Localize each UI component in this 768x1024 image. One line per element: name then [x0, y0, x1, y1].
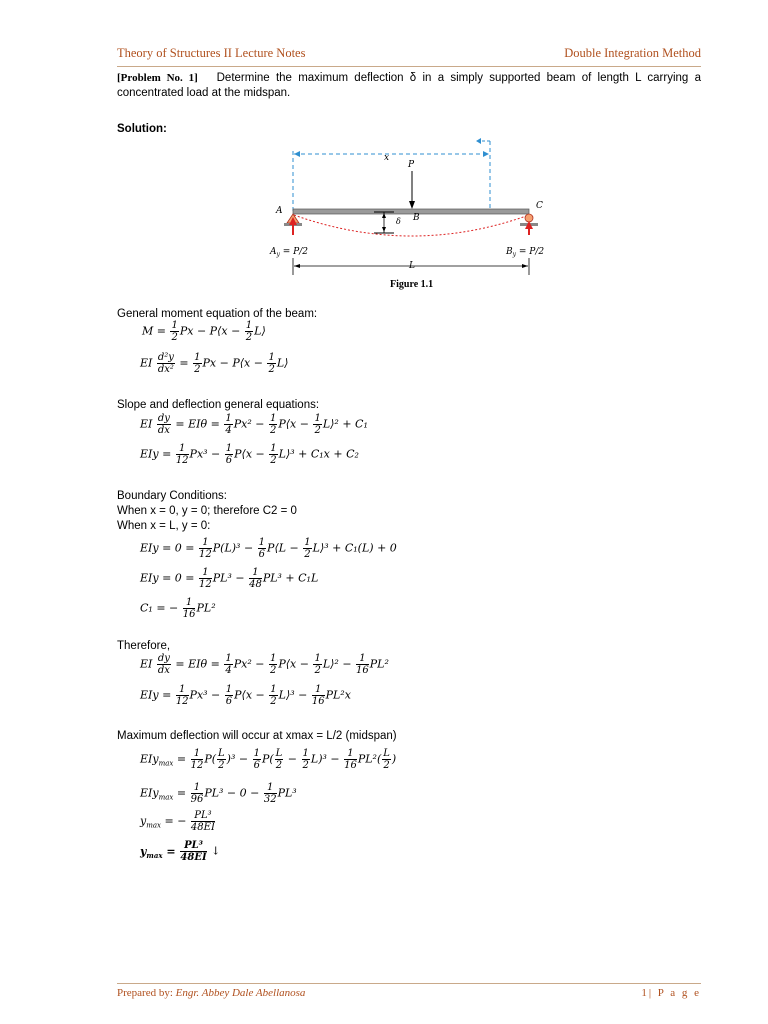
- problem-text: Determine the maximum deflection δ in a simply supported beam of length L carrying a concentrated load at the midspan.: [117, 72, 701, 99]
- eq-final-slope: EI $\frac{dy}{dx}$ = EIθ = $\frac{1}{4}$ Px² − $\frac{1}{2}$ P⟨x − $\frac{1}{2}$ L⟩² − $\frac{1}{16}$ PL²: [140, 653, 389, 676]
- page-number: 1| P a g e: [641, 987, 701, 999]
- page-header: [117, 44, 701, 67]
- label-x: x: [384, 153, 390, 163]
- label-By: $B_y = P/2$: [506, 247, 545, 258]
- eq-bc-b: EIy = 0 = $\frac{1}{12}$ PL³ − $\frac{1}{48}$ PL³ + C₁L: [140, 567, 319, 590]
- moment-heading: General moment equation of the beam:: [117, 308, 318, 320]
- header-topic: Double Integration Method: [564, 46, 701, 60]
- label-delta: δ: [396, 217, 401, 226]
- page-footer: [117, 983, 701, 1004]
- figure-caption: Figure 1.1: [390, 279, 434, 290]
- label-Ay: $A_y = P/2$: [270, 247, 308, 258]
- eq-bc-a: EIy = 0 = $\frac{1}{12}$ P(L)³ − $\frac{1}{6}$ P⟨L − $\frac{1}{2}$ L⟩³ + C₁(L) + 0: [140, 537, 397, 560]
- footer-author: Prepared by: Engr. Abbey Dale Abellanosa: [117, 987, 306, 999]
- max-heading: Maximum deflection will occur at xmax = L/2 (midspan): [117, 730, 397, 742]
- bc-2: When x = L, y = 0:: [117, 520, 211, 532]
- eq-moment: M = $\frac{1}{2}$ Px − P⟨x − $\frac{1}{2}$ L⟩: [142, 320, 266, 343]
- eq-c1: C₁ = − $\frac{1}{16}$ PL²: [140, 597, 216, 620]
- solution-label: Solution:: [117, 123, 167, 135]
- bc-heading: Boundary Conditions:: [117, 490, 227, 502]
- label-A: A: [276, 206, 283, 216]
- eq-max-3: $y_{max}$ = − $\frac{\text{PL³}}{48EI}$: [140, 810, 215, 833]
- eq-max-1: EIy$_{max}$ = $\frac{1}{12}$ P( $\frac{L}{2}$ )³ − $\frac{1}{6}$ P( $\frac{L}{2}$ − $\frac{1}{2}$ L)³ − $\frac{1}{16}$ PL²( $\frac{L}{2}$ ): [140, 748, 397, 771]
- label-C: C: [536, 201, 543, 211]
- therefore-heading: Therefore,: [117, 640, 171, 652]
- bc-1: When x = 0, y = 0; therefore C2 = 0: [117, 505, 297, 517]
- header-title: Theory of Structures II Lecture Notes: [117, 46, 306, 60]
- problem-number: [Problem No. 1]: [117, 72, 198, 84]
- slope-heading: Slope and deflection general equations:: [117, 399, 320, 411]
- label-P: P: [408, 160, 415, 170]
- eq-max-2: EIy$_{max}$ = $\frac{1}{96}$ PL³ − 0 − $\frac{1}{32}$ PL³: [140, 782, 297, 805]
- beam: [293, 209, 529, 214]
- label-L: L: [409, 261, 415, 271]
- eq-deflection: EIy = $\frac{1}{12}$ Px³ − $\frac{1}{6}$ P⟨x − $\frac{1}{2}$ L⟩³ + C₁x + C₂: [140, 443, 359, 466]
- eq-final-deflection: EIy = $\frac{1}{12}$ Px³ − $\frac{1}{6}$ P⟨x − $\frac{1}{2}$ L⟩³ − $\frac{1}{16}$ PL²x: [140, 684, 351, 707]
- label-B: B: [413, 213, 420, 223]
- eq-slope: EI $\frac{dy}{dx}$ = EIθ = $\frac{1}{4}$ Px² − $\frac{1}{2}$ P⟨x − $\frac{1}{2}$ L⟩² + C₁: [140, 413, 368, 436]
- beam-figure: [260, 135, 560, 280]
- problem-statement: [117, 71, 701, 101]
- eq-max-result: $y_{max}$ = $\frac{\text{PL³}}{48EI}$ ↓: [140, 840, 221, 863]
- eq-moment-ei: EI $\frac{\text{d²y}}{\text{dx²}}$ = $\frac{1}{2}$ Px − P⟨x − $\frac{1}{2}$ L⟩: [140, 352, 289, 375]
